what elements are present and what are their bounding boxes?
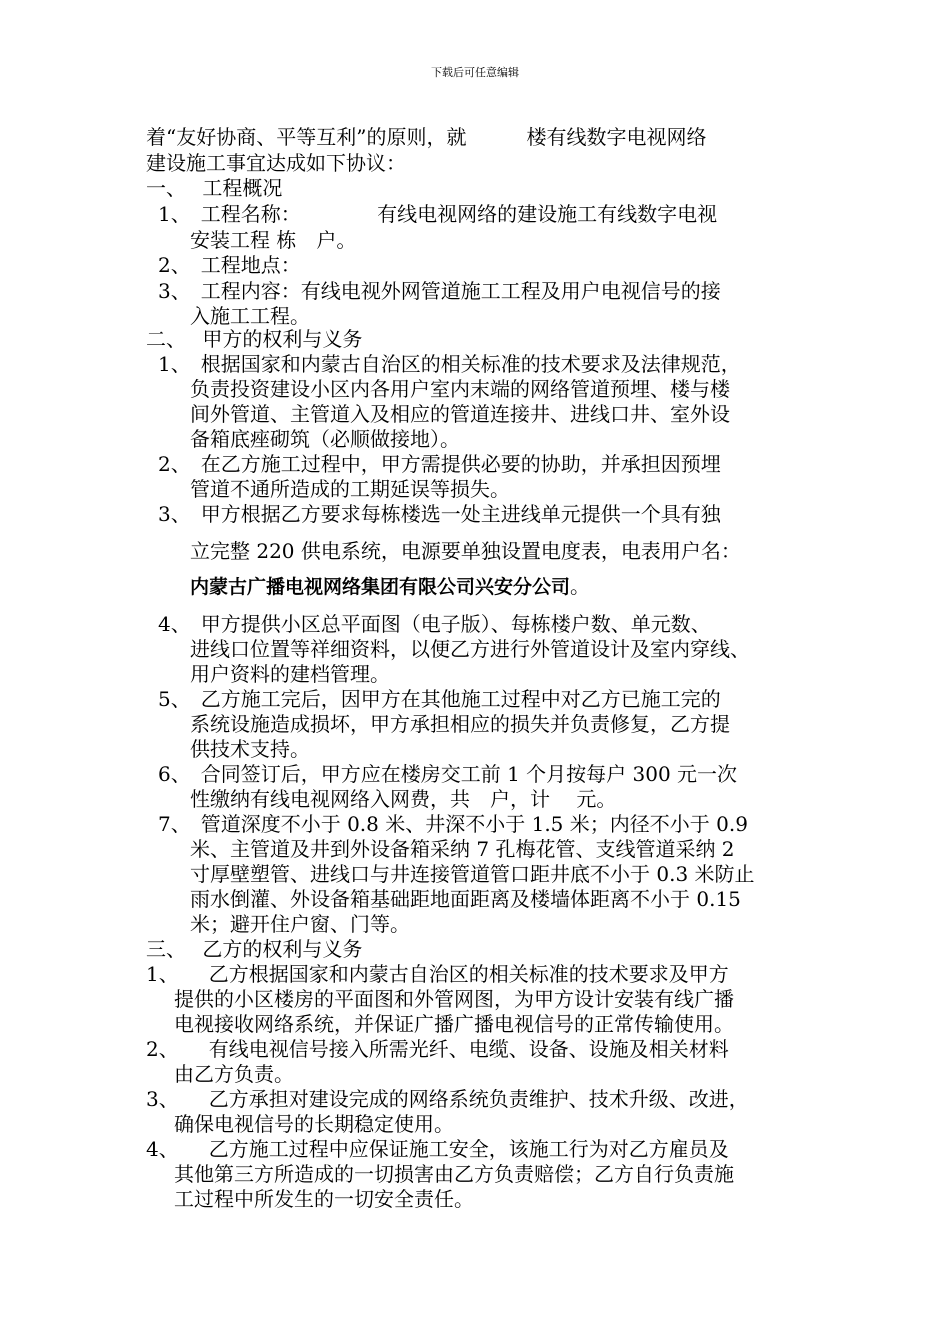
intro-line-1: 着“友好协商、平等互利”的原则，就 楼有线数字电视网络 bbox=[146, 125, 707, 149]
s3-item-4-line-2: 其他第三方所造成的一切损害由乙方负责赔偿；乙方自行负责施 bbox=[174, 1162, 734, 1186]
s2-item-3-line-1: 3、 甲方根据乙方要求每栋楼选一处主进线单元提供一个具有独 bbox=[158, 502, 721, 526]
s2-item-7-line-4: 雨水倒灌、外设备箱基础距地面距离及楼墙体距离不小于 0.15 bbox=[190, 887, 741, 911]
s2-item-4-line-2: 进线口位置等祥细资料，以便乙方进行外管道设计及室内穿线、 bbox=[190, 637, 750, 661]
s3-item-1-line-1: 1、 乙方根据国家和内蒙古自治区的相关标准的技术要求及甲方 bbox=[146, 962, 729, 986]
s2-item-5-line-2: 系统设施造成损坏，甲方承担相应的损失并负责修复，乙方提 bbox=[190, 712, 730, 736]
s2-item-2-line-1: 2、 在乙方施工过程中，甲方需提供必要的协助，并承担因预埋 bbox=[158, 452, 721, 476]
s1-item-3-line-1: 3、 工程内容：有线电视外网管道施工工程及用户电视信号的接 bbox=[158, 279, 721, 303]
section-3-title: 三、 乙方的权利与义务 bbox=[146, 937, 363, 961]
s3-item-2-line-2: 由乙方负责。 bbox=[174, 1062, 294, 1086]
section-2-title: 二、 甲方的权利与义务 bbox=[146, 327, 363, 351]
s2-item-1-line-4: 备箱底痤砌筑（必顺做接地）。 bbox=[190, 427, 460, 451]
s2-item-7-line-5: 米；避开住户窗、门等。 bbox=[190, 912, 410, 936]
s3-item-1-line-3: 电视接收网络系统，并保证广播广播电视信号的正常传输使用。 bbox=[174, 1012, 734, 1036]
intro-line-2: 建设施工事宜达成如下协议： bbox=[146, 151, 406, 175]
s1-item-1-line-1: 1、 工程名称： 有线电视网络的建设施工有线数字电视 bbox=[158, 202, 718, 226]
s3-item-3-line-1: 3、 乙方承担对建设完成的网络系统负责维护、技术升级、改进， bbox=[146, 1087, 749, 1111]
s2-item-1-line-2: 负责投资建设小区内各用户室内末端的网络管道预埋、楼与楼 bbox=[190, 377, 730, 401]
s1-item-1-line-2: 安装工程 栋 户。 bbox=[190, 228, 357, 252]
s2-item-4-line-3: 用户资料的建档管理。 bbox=[190, 662, 390, 686]
section-1-title: 一、 工程概况 bbox=[146, 176, 283, 200]
s2-item-6-line-1: 6、 合同签订后，甲方应在楼房交工前 1 个月按每户 300 元一次 bbox=[158, 762, 738, 786]
page-header: 下载后可任意编辑 bbox=[431, 66, 519, 79]
s3-item-1-line-2: 提供的小区楼房的平面图和外管网图，为甲方设计安装有线广播 bbox=[174, 987, 734, 1011]
s1-item-2: 2、 工程地点： bbox=[158, 253, 301, 277]
s2-item-2-line-2: 管道不通所造成的工期延误等损失。 bbox=[190, 477, 510, 501]
s3-item-4-line-1: 4、 乙方施工过程中应保证施工安全，该施工行为对乙方雇员及 bbox=[146, 1137, 729, 1161]
s2-item-3-company bbox=[190, 573, 590, 600]
s2-item-7-line-2: 米、主管道及井到外设备箱采纳 7 孔梅花管、支线管道采纳 2 bbox=[190, 837, 735, 861]
s3-item-2-line-1: 2、 有线电视信号接入所需光纤、电缆、设备、设施及相关材料 bbox=[146, 1037, 729, 1061]
s3-item-4-line-3: 工过程中所发生的一切安全责任。 bbox=[174, 1187, 474, 1211]
s2-item-1-line-3: 间外管道、主管道入及相应的管道连接井、进线口井、室外设 bbox=[190, 402, 730, 426]
s2-item-1-line-1: 1、 根据国家和内蒙古自治区的相关标准的技术要求及法律规范， bbox=[158, 352, 741, 376]
s3-item-3-line-2: 确保电视信号的长期稳定使用。 bbox=[174, 1112, 454, 1136]
s2-item-6-line-2: 性缴纳有线电视网络入网费，共 户，计 元。 bbox=[190, 787, 617, 811]
electricity-account-name: 内蒙古广播电视网络集团有限公司兴安分公司 bbox=[190, 576, 571, 598]
s2-item-5-line-1: 5、 乙方施工完后，因甲方在其他施工过程中对乙方已施工完的 bbox=[158, 687, 721, 711]
s2-item-7-line-1: 7、 管道深度不小于 0.8 米、井深不小于 1.5 米；内径不小于 0.9 bbox=[158, 812, 748, 836]
s2-item-4-line-1: 4、 甲方提供小区总平面图（电子版）、每栋楼户数、单元数、 bbox=[158, 612, 711, 636]
s2-item-3-line-2: 立完整 220 供电系统，电源要单独设置电度表，电表用户名： bbox=[190, 539, 741, 563]
s2-item-7-line-3: 寸厚壁塑管、进线口与井连接管道管口距井底不小于 0.3 米防止 bbox=[190, 862, 755, 886]
s2-item-5-line-3: 供技术支持。 bbox=[190, 737, 310, 761]
period: 。 bbox=[570, 574, 591, 598]
s1-item-3-line-2: 入施工工程。 bbox=[190, 304, 310, 328]
